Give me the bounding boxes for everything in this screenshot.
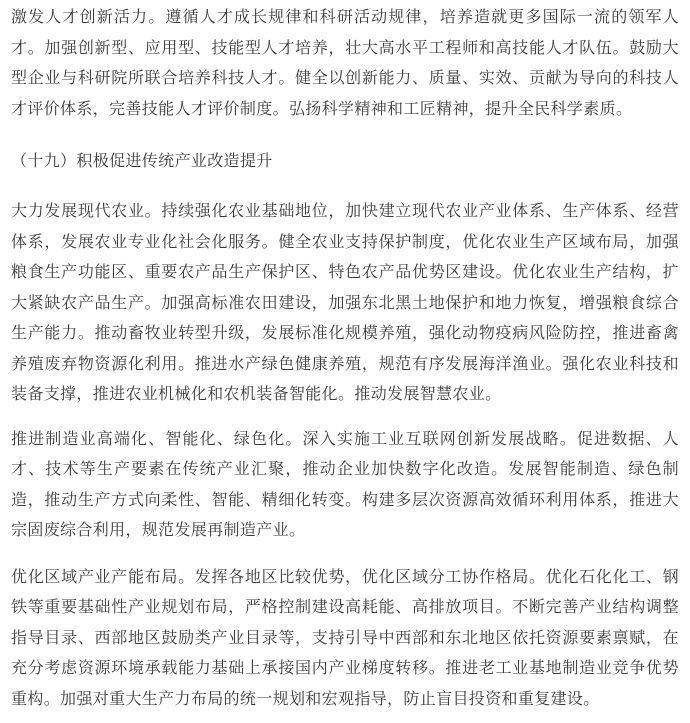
paragraph-regional-layout: 优化区域产业产能布局。发挥各地区比较优势，优化区域分工协作格局。优化石化化工、钢铁等重要基础性产业规划布局，严格控制建设高耗能、高排放项目。不断完善产业结构调整指导目录、西部地区鼓励类产业目录等，支持引导中西部和东北地区依托资源要素禀赋，在充分考虑资源环境承载能力基础上承接国内产业梯度转移。推进老工业基地制造业竞争优势重构。加强对重大生产力布局的统一规划和宏观指导，防止盲目投资和重复建设。 [11,566,679,708]
paragraph-manufacturing-upgrade: 推进制造业高端化、智能化、绿色化。深入实施工业互联网创新发展战略。促进数据、人才、技术等生产要素在传统产业汇聚，推动企业加快数字化改造。发展智能制造、绿色制造，推动生产方式向柔性、智能、精细化转变。构建多层次资源高效循环利用体系，推进大宗固废综合利用，规范发展再制造产业。 [11,428,679,539]
section-heading: （十九）积极促进传统产业改造提升 [11,151,273,170]
paragraph-modern-agriculture: 大力发展现代农业。持续强化农业基础地位，加快建立现代农业产业体系、生产体系、经营体系，发展农业专业化社会化服务。健全农业支持保护制度，优化农业生产区域布局，加强粮食生产功能区、重要农产品生产保护区、特色农产品优势区建设。优化农业生产结构，扩大紧缺农产品生产。加强高标准农田建设，加强东北黑土地保护和地力恢复，增强粮食综合生产能力。推动畜牧业转型升级，发展标准化规模养殖，强化动物疫病风险防控，推进畜禽养殖废弃物资源化利用。推进水产绿色健康养殖，规范有序发展海洋渔业。强化农业科技和装备支撑，推进农业机械化和农机装备智能化。推动发展智慧农业。 [11,201,679,403]
paragraph-talent-innovation: 激发人才创新活力。遵循人才成长规律和科研活动规律，培养造就更多国际一流的领军人才。加强创新型、应用型、技能型人才培养，壮大高水平工程师和高技能人才队伍。鼓励大型企业与科研院所联合培养科技人才。健全以创新能力、质量、实效、贡献为导向的科技人才评价体系，完善技能人才评价制度。弘扬科学精神和工匠精神，提升全民科学素质。 [11,7,679,118]
